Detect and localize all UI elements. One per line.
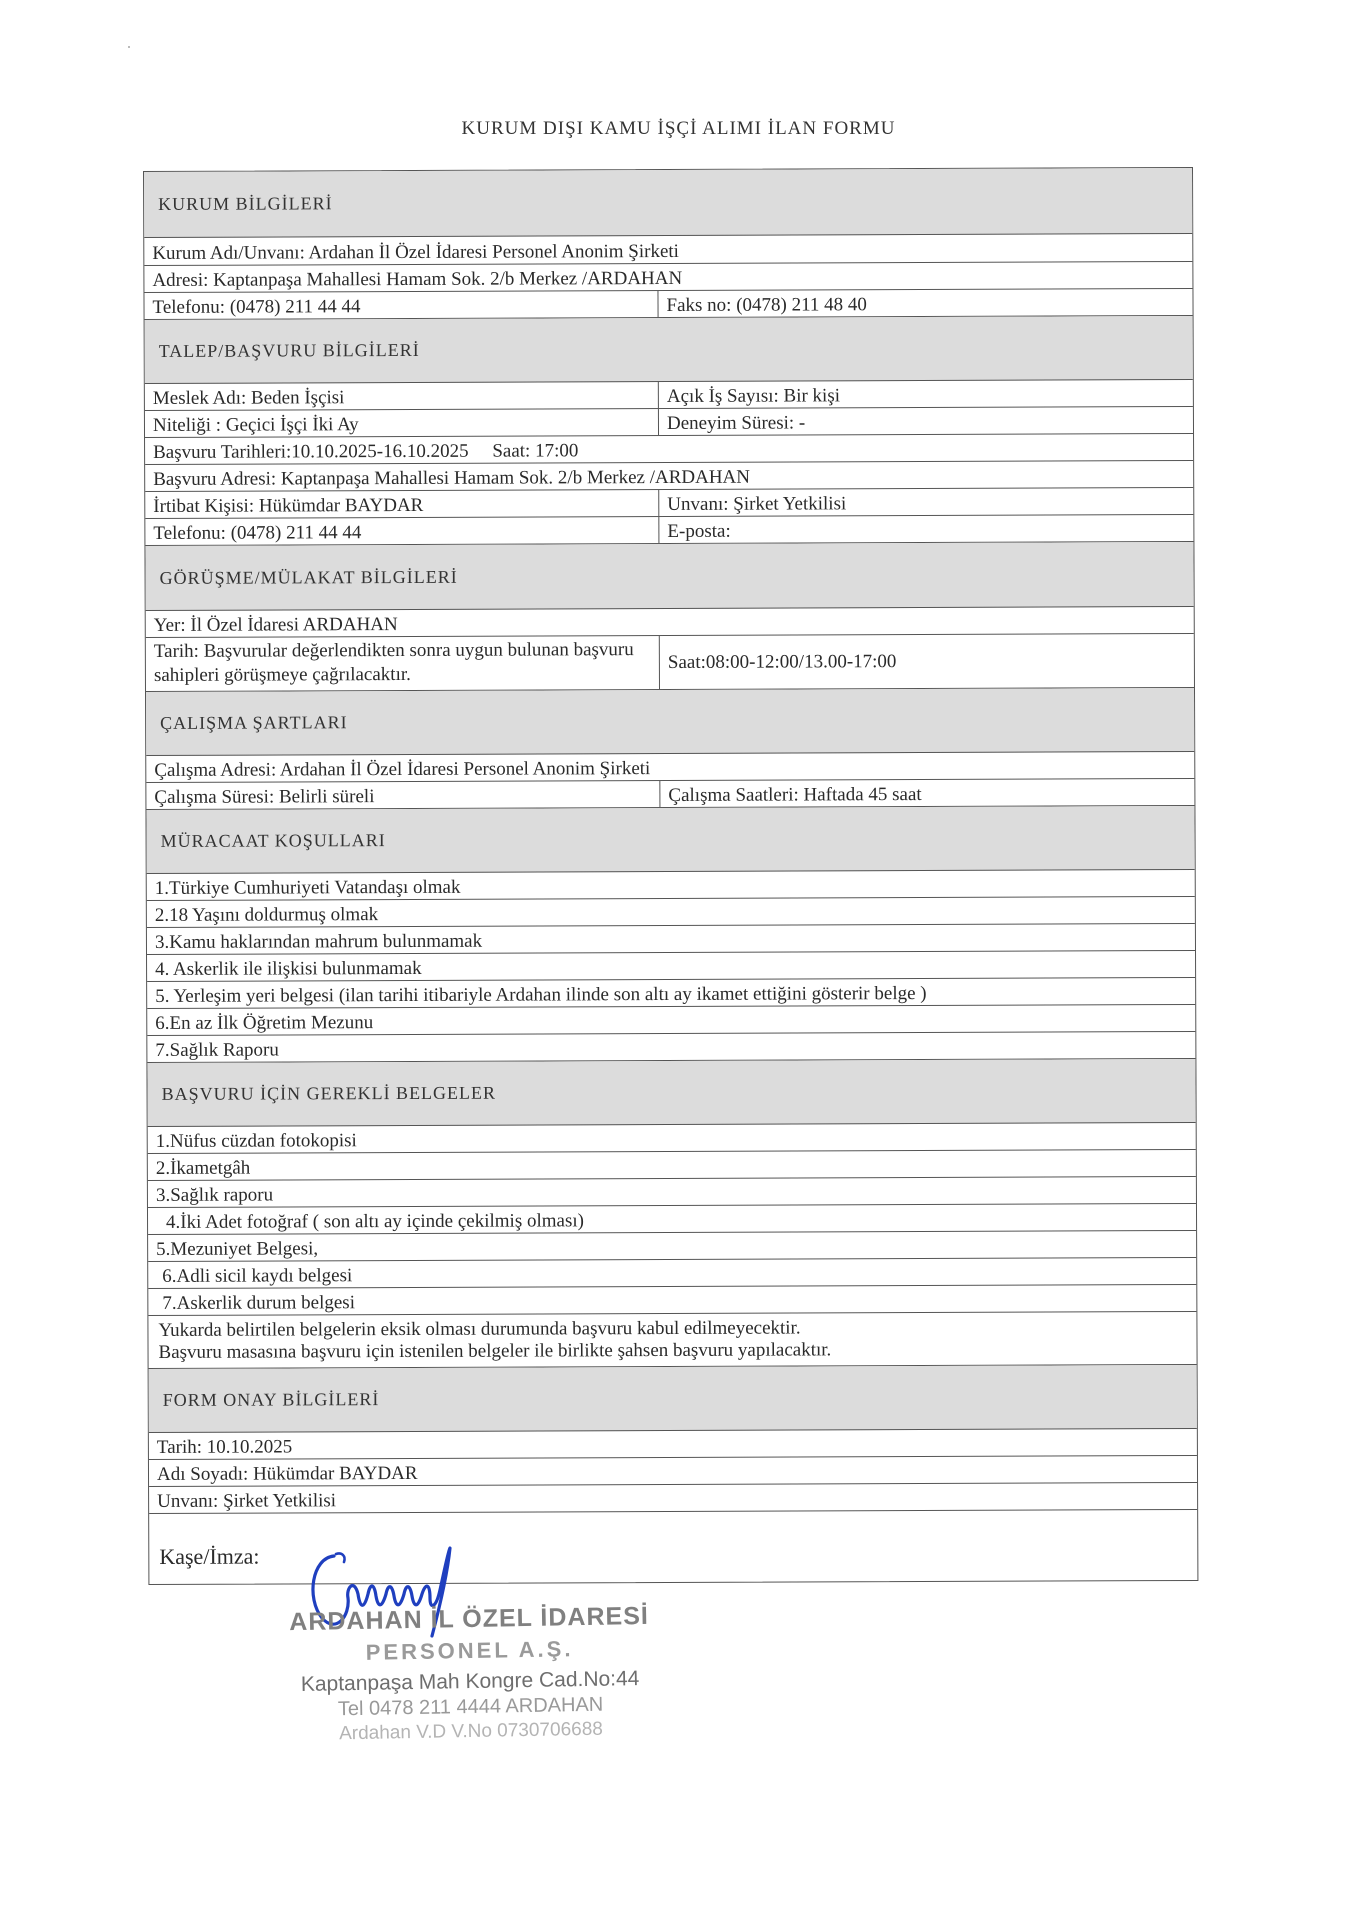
calisma-suresi: Çalışma Süresi: Belirli süreli	[154, 786, 375, 808]
form-row	[149, 1456, 1197, 1487]
list-item	[147, 1005, 1195, 1036]
form-row	[144, 289, 1192, 320]
list-item	[148, 1258, 1196, 1289]
signature-flourish	[336, 1553, 345, 1562]
kurum-adres: Adresi: Kaptanpaşa Mahallesi Hamam Sok. 2/b Merkez /ARDAHAN	[152, 267, 683, 291]
niteligi: Niteliği : Geçici İşçi İki Ay	[152, 414, 359, 436]
list-item	[148, 1150, 1196, 1181]
stamp-company-type: PERSONEL A.Ş.	[365, 1636, 574, 1665]
list-item	[148, 1231, 1196, 1262]
kosul-7: 7.Sağlık Raporu	[155, 1039, 279, 1061]
talep-eposta: E-posta:	[658, 515, 1193, 543]
gorusme-saat: Saat:08:00-12:00/13.00-17:00	[659, 634, 1194, 689]
form-row	[144, 234, 1192, 266]
form-row	[145, 380, 1193, 411]
form-row	[149, 1429, 1197, 1460]
list-item	[148, 1123, 1196, 1154]
belge-5: 5.Mezuniyet Belgesi,	[156, 1238, 319, 1260]
list-item	[148, 1204, 1196, 1235]
list-item	[148, 1177, 1196, 1208]
form-row	[146, 752, 1194, 783]
section-heading-onay: FORM ONAY BİLGİLERİ	[149, 1365, 1197, 1433]
form-row	[146, 779, 1194, 810]
deneyim-suresi: Deneyim Süresi: -	[658, 407, 1193, 435]
section-heading-gorusme: GÖRÜŞME/MÜLAKAT BİLGİLERİ	[145, 542, 1193, 611]
kosul-1: 1.Türkiye Cumhuriyeti Vatandaşı olmak	[154, 876, 461, 899]
list-item	[147, 951, 1195, 982]
list-item	[147, 924, 1195, 955]
list-item	[147, 870, 1195, 901]
belge-3: 3.Sağlık raporu	[155, 1184, 274, 1206]
kase-imza-label: Kaşe/İmza:	[159, 1543, 260, 1569]
section-heading-calisma: ÇALIŞMA ŞARTLARI	[146, 688, 1194, 756]
kosul-4: 4. Askerlik ile ilişkisi bulunmamak	[155, 957, 422, 980]
scan-speck	[128, 46, 130, 48]
gorusme-yer: Yer: İl Özel İdaresi ARDAHAN	[153, 614, 398, 636]
form-row	[145, 515, 1193, 546]
onay-unvani: Unvanı: Şirket Yetkilisi	[157, 1490, 337, 1512]
list-item	[147, 1032, 1195, 1063]
belgeler-notes	[148, 1312, 1196, 1369]
meslek-adi: Meslek Adı: Beden İşçisi	[152, 387, 345, 409]
onay-tarih: Tarih: 10.10.2025	[156, 1436, 293, 1458]
belgeler-note-1: Yukarda belirtilen belgelerin eksik olması durumunda başvuru kabul edilmeyecektir.	[158, 1317, 801, 1341]
form-row	[146, 634, 1194, 692]
belge-6: 6.Adli sicil kaydı belgesi	[162, 1265, 353, 1287]
belge-4: 4.İki Adet fotoğraf ( son altı ay içinde çekilmiş olması)	[165, 1210, 584, 1233]
list-item	[147, 897, 1195, 928]
list-item	[147, 978, 1195, 1009]
calisma-saatleri: Çalışma Saatleri: Haftada 45 saat	[659, 779, 1194, 807]
job-posting-form	[143, 167, 1198, 1585]
section-heading-belgeler: BAŞVURU İÇİN GEREKLİ BELGELER	[147, 1059, 1195, 1127]
irtibat-unvani: Unvanı: Şirket Yetkilisi	[658, 488, 1193, 516]
acik-is-sayisi: Açık İş Sayısı: Bir kişi	[658, 380, 1193, 408]
kosul-6: 6.En az İlk Öğretim Mezunu	[155, 1012, 374, 1034]
section-heading-talep: TALEP/BAŞVURU BİLGİLERİ	[145, 316, 1193, 384]
talep-telefon: Telefonu: (0478) 211 44 44	[153, 522, 362, 544]
kosul-3: 3.Kamu haklarından mahrum bulunmamak	[154, 930, 483, 953]
form-title: KURUM DIŞI KAMU İŞÇİ ALIMI İLAN FORMU	[461, 118, 896, 139]
onay-adi-soyadi: Adı Soyadı: Hükümdar BAYDAR	[156, 1462, 418, 1485]
kosul-5: 5. Yerleşim yeri belgesi (ilan tarihi itibariyle Ardahan ilinde son altı ay ikamet ettiğini gösterir belge )	[155, 982, 927, 1007]
form-row	[146, 607, 1194, 638]
belge-7: 7.Askerlik durum belgesi	[162, 1292, 355, 1314]
irtibat-kisisi: İrtibat Kişisi: Hükümdar BAYDAR	[153, 494, 424, 517]
form-row	[144, 262, 1192, 293]
form-row	[149, 1483, 1197, 1514]
kosul-2: 2.18 Yaşını doldurmuş olmak	[154, 904, 379, 926]
form-row	[145, 488, 1193, 519]
stamp-tax-info: Ardahan V.D V.No 0730706688	[338, 1718, 604, 1745]
calisma-adresi: Çalışma Adresi: Ardahan İl Özel İdaresi Personel Anonim Şirketi	[154, 758, 651, 781]
basvuru-adresi: Başvuru Adresi: Kaptanpaşa Mahallesi Hamam Sok. 2/b Merkez /ARDAHAN	[153, 466, 751, 490]
stamp-address: Kaptanpaşa Mah Kongre Cad.No:44	[300, 1667, 640, 1696]
stamp-phone: Tel 0478 211 4444 ARDAHAN	[337, 1693, 604, 1721]
gorusme-tarih: Tarih: Başvurular değerlendikten sonra uygun bulunan başvuru sahipleri görüşmeye çağrılacaktır.	[153, 639, 634, 686]
section-heading-muracaat: MÜRACAAT KOŞULLARI	[146, 806, 1194, 874]
kurum-faks: Faks no: (0478) 211 48 40	[657, 289, 1192, 317]
form-row	[145, 407, 1193, 438]
section-heading-kurum: KURUM BİLGİLERİ	[144, 168, 1192, 238]
belge-1: 1.Nüfus cüzdan fotokopisi	[155, 1130, 357, 1152]
kurum-adi: Kurum Adı/Unvanı: Ardahan İl Özel İdaresi Personel Anonim Şirketi	[152, 240, 679, 264]
form-row	[145, 461, 1193, 492]
company-stamp	[269, 1602, 671, 1747]
form-row	[145, 434, 1193, 465]
basvuru-tarihleri: Başvuru Tarihleri:10.10.2025-16.10.2025 Saat: 17:00	[153, 440, 579, 463]
kurum-telefon: Telefonu: (0478) 211 44 44	[152, 296, 361, 318]
belgeler-note-2: Başvuru masasına başvuru için istenilen belgeler ile birlikte şahsen başvuru yapılacaktır.	[158, 1339, 832, 1363]
stamp-company-name: ARDAHAN İL ÖZEL İDARESİ	[289, 1601, 650, 1637]
list-item	[148, 1285, 1196, 1316]
belge-2: 2.İkametgâh	[155, 1157, 251, 1179]
